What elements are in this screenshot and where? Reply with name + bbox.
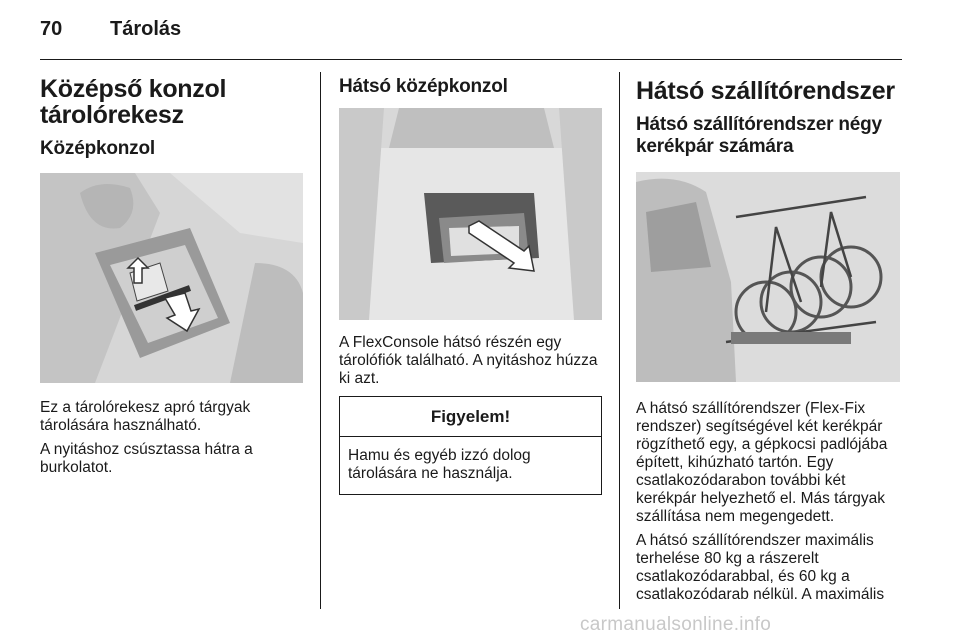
column-center-console bbox=[40, 76, 305, 477]
bicycle-carrier-illustration bbox=[636, 172, 900, 382]
column-rear-carrier bbox=[636, 76, 902, 604]
heading-rear-carrier: Hátsó szállítórendszer bbox=[636, 77, 895, 105]
paragraph-flexconsole: A FlexConsole hátsó részén egy tárolófiók található. A nyitáshoz húzza ki azt. bbox=[339, 334, 598, 387]
rear-console-illustration bbox=[339, 108, 602, 320]
subheading-center-console: Középkonzol bbox=[40, 138, 155, 159]
column-rear-console bbox=[339, 76, 602, 495]
subheading-rear-console: Hátsó középkonzol bbox=[339, 76, 508, 97]
paragraph-carrier-load: A hátsó szállítórendszer maximális terhelése 80 kg a rászerelt csatlakozódarabbal, és 60 kg a csatlakozódarab nélkül. A maximális bbox=[636, 532, 885, 603]
center-console-illustration bbox=[40, 173, 303, 383]
page-number: 70 bbox=[40, 18, 63, 40]
warning-title: Figyelem! bbox=[340, 397, 601, 437]
paragraph-usage: Ez a tárolórekesz apró tárgyak tárolására használható. bbox=[40, 399, 251, 434]
paragraph-opening: A nyitáshoz csúsztassa hátra a burkolatot. bbox=[40, 441, 253, 476]
warning-text: Hamu és egyéb izzó dolog tárolására ne használja. bbox=[348, 447, 531, 482]
column-divider-2 bbox=[619, 72, 620, 609]
header-divider bbox=[40, 59, 902, 60]
column-divider-1 bbox=[320, 72, 321, 609]
subheading-four-bikes: Hátsó szállítórendszer négy kerékpár számára bbox=[636, 114, 882, 157]
watermark: carmanualsonline.info bbox=[580, 614, 772, 635]
warning-box bbox=[339, 396, 602, 495]
section-title: Tárolás bbox=[110, 18, 182, 40]
paragraph-carrier-description: A hátsó szállítórendszer (Flex-Fix rendszer) segítségével két kerékpár rögzíthető egy, a gépkocsi padlójába épített, kihúzható tartón. Egy csatlakozódarabon további két kerékpár helyezhető el. Más tárgyak szállítása nem megengedett. bbox=[636, 400, 888, 525]
heading-center-console-storage: Középső konzol tárolórekesz bbox=[40, 75, 227, 129]
